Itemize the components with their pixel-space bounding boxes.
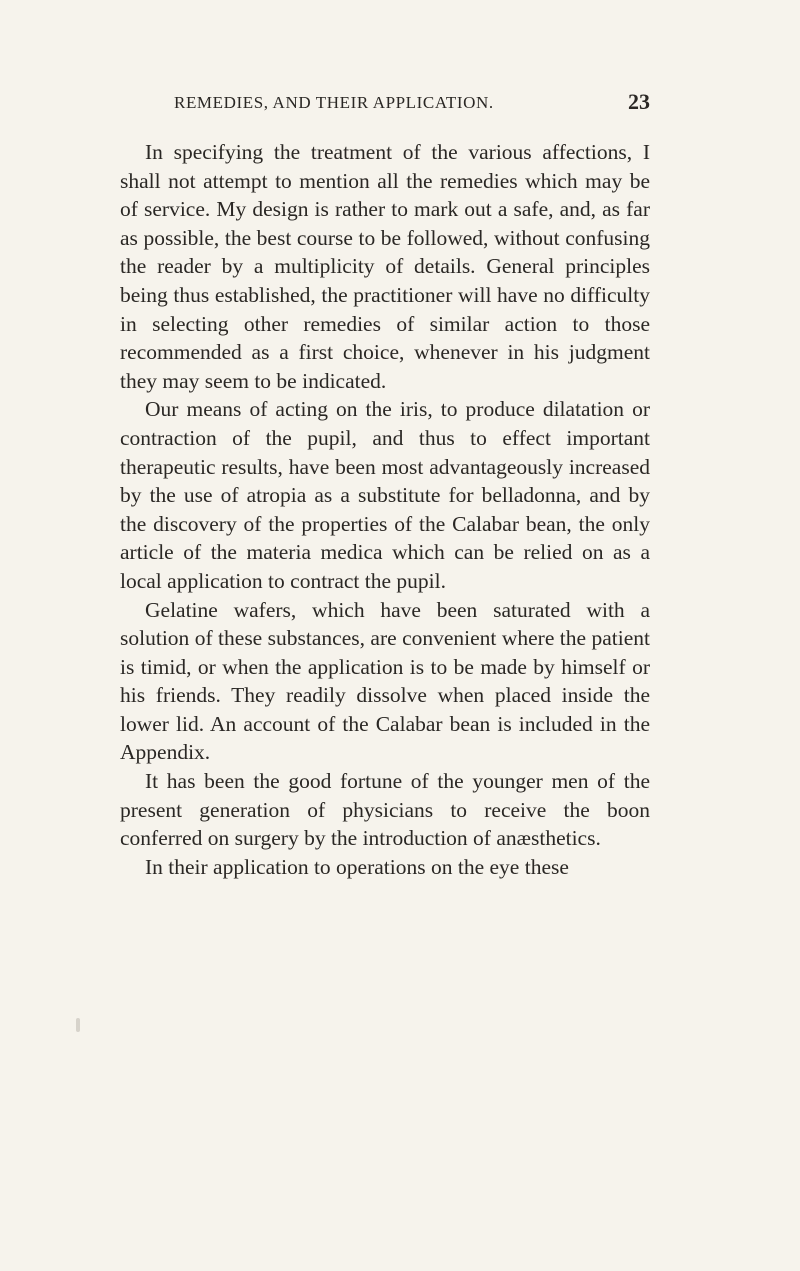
paragraph-gelatine-wafers: Gelatine wafers, which have been saturated with a solution of these substances, are convenient where the patient is timid, or when the application is to be made by himself or his friends. They readily dissolve when placed inside the lower lid. An account of the Calabar bean is included in the Appendix.: [120, 597, 650, 765]
running-head: [120, 91, 650, 115]
paragraph-specifying-treatment: In specifying the treatment of the various affections, I shall not attempt to mention all the remedies which may be of service. My design is rather to mark out a safe, and, as far as possible, the best course to be followed, without confusing the reader by a multiplicity of details. General principles being thus established, the practitioner will have no difficulty in selecting other remedies of similar action to those recommended as a first choice, whenever in his judgment they may seem to be indicated.: [120, 140, 650, 393]
paragraph-anaesthetics: It has been the good fortune of the younger men of the present generation of physicians to receive the boon conferred on surgery by the introduction of anæsthetics.: [120, 769, 650, 851]
paragraph-acting-on-iris: Our means of acting on the iris, to produce dilatation or contraction of the pupil, and thus to effect important therapeutic results, have been most advantageously increased by the use of atropia as a substitute for belladonna, and by the discovery of the properties of the Calabar bean, the only article of the materia medica which can be relied on as a local application to contract the pupil.: [120, 397, 650, 593]
paragraph-application-operations: In their application to operations on the eye these: [145, 854, 569, 879]
body-text: [120, 138, 650, 881]
running-title: REMEDIES, AND THEIR APPLICATION.: [174, 93, 494, 112]
paper-speck: [76, 1018, 80, 1032]
page-number: 23: [628, 89, 650, 114]
